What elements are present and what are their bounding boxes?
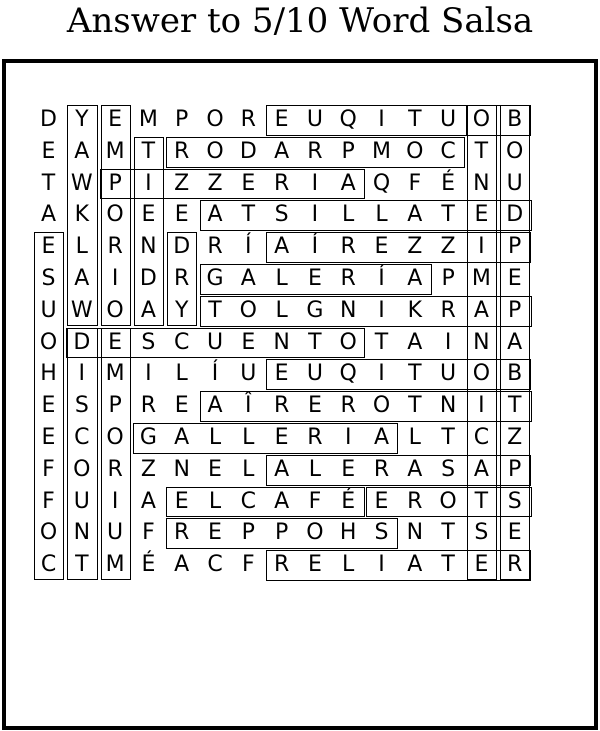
grid-cell[interactable]: I [478,234,485,260]
grid-cell[interactable]: A [274,456,290,482]
grid-cell[interactable]: R [240,107,256,132]
grid-cell[interactable]: M [105,138,125,164]
grid-cell[interactable]: N [406,520,424,546]
grid-cell[interactable]: D [173,234,191,260]
grid-cell[interactable]: O [239,297,257,323]
grid-cell[interactable]: R [140,393,157,419]
grid-cell[interactable]: Y [174,297,189,323]
grid-cell[interactable]: B [507,361,523,387]
grid-cell[interactable]: S [374,520,389,546]
grid-cell[interactable]: O [306,520,324,546]
grid-cell[interactable]: O [406,138,424,164]
grid-cell[interactable]: N [473,329,490,355]
grid-cell[interactable]: L [342,202,355,228]
grid-cell[interactable]: O [472,361,491,387]
grid-cell[interactable]: Q [339,361,357,387]
grid-cell[interactable]: A [174,552,190,578]
grid-cell[interactable]: Z [440,234,456,260]
grid-cell[interactable]: E [274,107,289,132]
grid-cell[interactable]: A [407,202,423,228]
grid-cell[interactable]: R [340,234,356,260]
grid-cell[interactable]: F [42,456,55,482]
grid-cell[interactable]: F [308,488,322,514]
answer-box [101,328,131,580]
grid-cell[interactable]: D [506,202,524,228]
grid-cell[interactable]: L [275,297,288,323]
grid-cell[interactable]: D [73,329,91,355]
puzzle-title: Answer to 5/10 Word Salsa [66,1,534,41]
grid-cell[interactable]: D [40,107,57,132]
grid-cell[interactable]: E [507,520,522,546]
grid-cell[interactable]: C [74,425,90,450]
grid-cell[interactable]: N [339,297,357,323]
grid-cell[interactable]: Z [407,234,423,260]
grid-cell[interactable]: I [78,361,86,387]
grid-cell[interactable]: F [408,170,422,196]
grid-cell[interactable]: W [70,297,93,323]
grid-cell[interactable]: T [441,520,455,546]
grid-cell[interactable]: I [311,170,319,196]
grid-cell[interactable]: R [307,425,323,450]
grid-cell[interactable]: T [507,393,522,419]
grid-cell[interactable]: O [39,329,58,355]
grid-cell[interactable]: L [342,552,355,578]
grid-cell[interactable]: O [106,425,124,450]
grid-cell[interactable]: F [142,520,155,546]
grid-cell[interactable]: E [174,202,189,228]
grid-cell[interactable]: E [307,266,322,291]
grid-cell[interactable]: R [207,234,223,260]
grid-cell[interactable]: R [407,488,423,514]
grid-cell[interactable]: T [441,425,455,450]
grid-cell[interactable]: S [141,329,156,355]
grid-cell[interactable]: E [274,361,289,387]
grid-cell[interactable]: A [274,138,290,164]
grid-cell[interactable]: K [74,202,90,228]
grid-cell[interactable]: E [307,552,322,578]
grid-cell[interactable]: Í [211,361,219,387]
grid-cell[interactable]: E [108,329,123,355]
grid-cell[interactable]: K [407,297,423,323]
answer-box [166,487,365,518]
grid-cell[interactable]: U [240,361,257,387]
grid-cell[interactable]: T [41,170,56,196]
grid-cell[interactable]: S [441,456,456,482]
grid-cell[interactable]: M [138,107,158,132]
grid-cell[interactable]: E [141,202,156,228]
grid-cell[interactable]: E [474,552,489,578]
grid-cell[interactable]: R [340,266,356,291]
grid-cell[interactable]: I [378,552,385,578]
grid-cell[interactable]: I [478,393,485,419]
grid-cell[interactable]: N [173,456,190,482]
grid-cell[interactable]: I [378,361,385,387]
grid-cell[interactable]: R [440,297,456,323]
grid-cell[interactable]: E [474,202,489,228]
grid-cell[interactable]: C [440,138,456,164]
answer-box [101,105,131,326]
grid-cell[interactable]: L [375,202,388,228]
grid-cell[interactable]: C [40,552,57,578]
grid-cell[interactable]: A [274,234,290,260]
grid-cell[interactable]: R [107,456,123,482]
grid-cell[interactable]: É [141,552,156,578]
grid-cell[interactable]: M [372,138,391,164]
grid-cell[interactable]: I [111,266,119,291]
grid-cell[interactable]: A [340,170,356,196]
grid-cell[interactable]: O [106,297,124,323]
grid-cell[interactable]: N [140,234,157,260]
grid-cell[interactable]: M [105,552,125,578]
grid-cell[interactable]: T [374,329,389,355]
grid-cell[interactable]: L [408,425,421,450]
grid-cell[interactable]: É [441,170,456,196]
grid-cell[interactable]: L [308,456,322,482]
answer-box [34,232,64,580]
grid-cell[interactable]: I [145,170,152,196]
grid-cell[interactable]: E [241,329,256,355]
answer-box [133,423,398,454]
grid-cell[interactable]: U [40,297,57,323]
grid-cell[interactable]: R [307,138,323,164]
grid-cell[interactable]: L [208,488,222,514]
grid-cell[interactable]: Z [174,170,190,196]
grid-cell[interactable]: T [408,361,422,387]
grid-cell[interactable]: N [273,329,290,355]
grid-cell[interactable]: G [206,266,224,291]
grid-cell[interactable]: L [75,234,88,260]
grid-cell[interactable]: T [208,297,222,323]
grid-cell[interactable]: O [106,202,124,228]
grid-cell[interactable]: P [274,520,289,546]
grid-cell[interactable]: P [241,520,255,546]
grid-cell[interactable]: S [74,393,89,419]
grid-cell[interactable]: T [441,202,455,228]
grid-cell[interactable]: W [70,170,93,196]
grid-cell[interactable]: A [140,488,156,514]
grid-cell[interactable]: U [206,329,224,355]
grid-cell[interactable]: R [174,520,190,546]
grid-cell[interactable]: Î [245,393,252,419]
grid-cell[interactable]: N [439,393,457,419]
grid-cell[interactable]: T [474,488,489,514]
grid-cell[interactable]: E [41,425,56,450]
grid-cell[interactable]: R [174,138,190,164]
grid-cell[interactable]: E [208,520,222,546]
grid-cell[interactable]: L [242,425,255,450]
grid-cell[interactable]: U [107,520,124,546]
grid-cell[interactable]: A [274,488,290,514]
grid-cell[interactable]: M [105,361,125,387]
grid-cell[interactable]: R [174,266,190,291]
answer-box [134,137,164,326]
grid-cell[interactable]: O [206,138,224,164]
grid-cell[interactable]: G [139,425,157,450]
answer-box [200,264,432,295]
grid-cell[interactable]: A [140,297,156,323]
grid-cell[interactable]: A [240,266,256,291]
grid-cell[interactable]: H [339,520,357,546]
grid-cell[interactable]: O [39,520,58,546]
grid-cell[interactable]: A [207,202,223,228]
grid-cell[interactable]: T [141,138,156,164]
grid-cell[interactable]: P [508,234,522,260]
grid-cell[interactable]: R [507,552,523,578]
answer-box [500,105,530,580]
grid-cell[interactable]: E [108,107,123,132]
grid-cell[interactable]: Í [245,234,252,260]
grid-cell[interactable]: A [407,456,423,482]
grid-cell[interactable]: Q [372,170,391,196]
grid-cell[interactable]: R [107,234,123,260]
grid-cell[interactable]: T [441,552,455,578]
grid-cell[interactable]: N [73,520,91,546]
grid-cell[interactable]: Z [207,170,223,196]
answer-box [166,518,398,549]
grid-cell[interactable]: T [75,552,89,578]
grid-cell[interactable]: A [74,138,90,164]
grid-cell[interactable]: I [111,488,119,514]
grid-cell[interactable]: R [273,393,290,419]
grid-cell[interactable]: U [73,488,90,514]
grid-cell[interactable]: C [473,425,490,450]
grid-cell[interactable]: A [407,329,423,355]
grid-cell[interactable]: L [242,456,255,482]
grid-cell[interactable]: L [175,361,188,387]
grid-cell[interactable]: S [474,520,489,546]
grid-cell[interactable]: U [506,170,523,196]
grid-cell[interactable]: L [208,425,222,450]
grid-cell[interactable]: E [274,425,289,450]
grid-cell[interactable]: E [174,393,189,419]
grid-cell[interactable]: O [73,456,91,482]
grid-cell[interactable]: E [507,266,522,291]
grid-cell[interactable]: A [373,425,390,450]
grid-cell[interactable]: P [341,138,355,164]
grid-cell[interactable]: L [275,266,288,291]
grid-cell[interactable]: Í [378,266,385,291]
answer-box [67,328,97,580]
grid-cell[interactable]: H [40,361,57,387]
grid-cell[interactable]: U [306,107,323,132]
grid-cell[interactable]: U [440,361,457,387]
grid-cell[interactable]: C [240,488,256,514]
grid-cell[interactable]: G [306,297,324,323]
grid-cell[interactable]: A [473,456,489,482]
grid-cell[interactable]: R [273,552,290,578]
grid-cell[interactable]: A [473,297,489,323]
grid-cell[interactable]: O [472,107,491,132]
grid-cell[interactable]: P [108,170,122,196]
grid-cell[interactable]: B [507,107,523,132]
grid-cell[interactable]: A [407,266,423,291]
grid-cell[interactable]: R [373,456,390,482]
grid-cell[interactable]: E [374,488,389,514]
grid-cell[interactable]: T [408,107,422,132]
grid-cell[interactable]: U [440,107,457,132]
grid-cell[interactable]: U [306,361,323,387]
grid-cell[interactable]: S [41,266,56,291]
grid-cell[interactable]: T [241,202,256,228]
grid-cell[interactable]: P [175,107,189,132]
grid-cell[interactable]: R [273,170,290,196]
grid-cell[interactable]: Í [311,234,319,260]
grid-cell[interactable]: I [311,202,319,228]
grid-cell[interactable]: A [407,552,423,578]
grid-cell[interactable]: E [208,456,222,482]
answer-box [166,137,465,168]
grid-cell[interactable]: I [145,361,152,387]
grid-cell[interactable]: F [241,552,255,578]
grid-cell[interactable]: N [473,170,490,196]
grid-cell[interactable]: T [408,393,422,419]
grid-cell[interactable]: E [374,234,389,260]
grid-cell[interactable]: C [207,552,223,578]
grid-cell[interactable]: I [344,425,352,450]
grid-cell[interactable]: D [139,266,157,291]
grid-cell[interactable]: Y [75,107,89,132]
grid-cell[interactable]: E [307,393,322,419]
grid-cell[interactable]: I [378,107,385,132]
grid-cell[interactable]: M [471,266,491,291]
grid-cell[interactable]: O [439,488,457,514]
answer-box [167,232,197,325]
grid-cell[interactable]: O [206,107,224,132]
grid-cell[interactable]: O [506,138,524,164]
grid-cell[interactable]: F [42,488,55,514]
grid-cell[interactable]: A [40,202,57,228]
grid-cell[interactable]: T [474,138,489,164]
grid-cell[interactable]: A [74,266,90,291]
grid-cell[interactable]: T [308,329,322,355]
grid-cell[interactable]: P [508,297,522,323]
grid-cell[interactable]: E [341,456,356,482]
grid-cell[interactable]: R [340,393,356,419]
grid-cell[interactable]: E [41,234,56,260]
answer-box [467,105,497,580]
grid-cell[interactable]: S [274,202,289,228]
grid-cell[interactable]: S [507,488,522,514]
grid-cell[interactable]: P [508,456,522,482]
grid-cell[interactable]: É [341,488,356,514]
grid-cell[interactable]: C [174,329,190,355]
grid-cell[interactable]: I [444,329,452,355]
grid-cell[interactable]: E [41,138,56,164]
grid-cell[interactable]: O [372,393,391,419]
grid-cell[interactable]: A [207,393,223,419]
grid-cell[interactable]: A [174,425,190,450]
grid-cell[interactable]: E [174,488,189,514]
grid-cell[interactable]: E [41,393,56,419]
grid-cell[interactable]: O [339,329,357,355]
grid-cell[interactable]: P [108,393,122,419]
grid-cell[interactable]: Z [140,456,156,482]
grid-cell[interactable]: E [241,170,256,196]
grid-cell[interactable]: P [441,266,455,291]
grid-cell[interactable]: I [378,297,385,323]
grid-cell[interactable]: Z [507,425,523,450]
grid-cell[interactable]: Q [339,107,357,132]
grid-cell[interactable]: A [507,329,523,355]
answer-box [67,105,97,326]
grid-cell[interactable]: D [239,138,257,164]
